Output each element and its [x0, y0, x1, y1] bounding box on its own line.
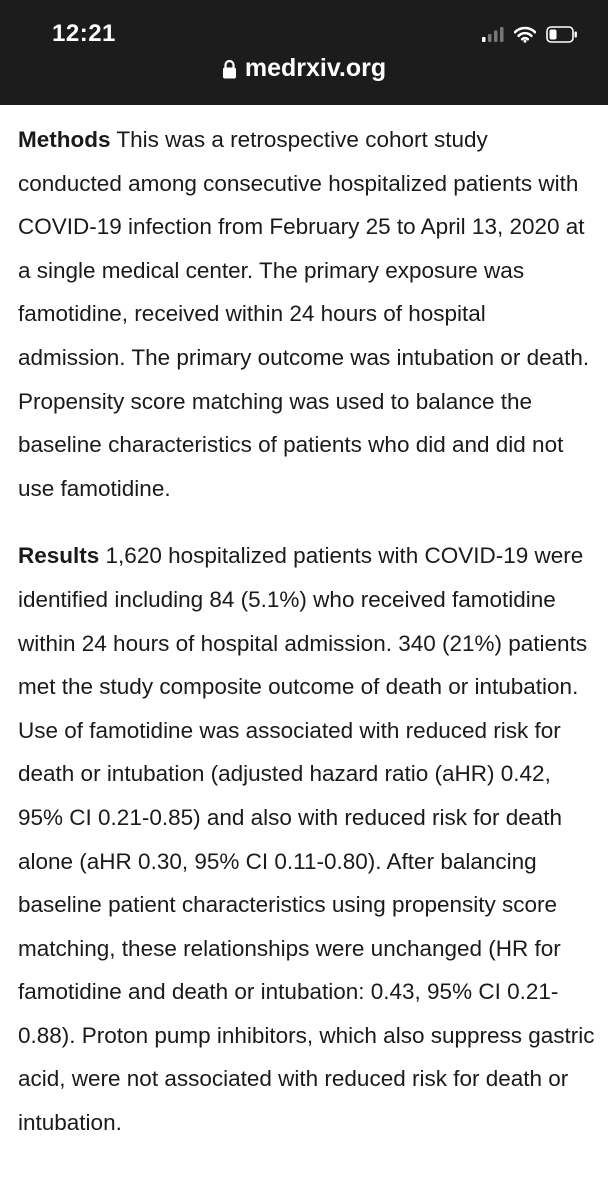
wifi-icon: [514, 26, 536, 43]
status-icons: [482, 22, 578, 46]
browser-header: [0, 0, 608, 105]
url-text[interactable]: medrxiv.org: [244, 54, 387, 82]
methods-paragraph: [18, 118, 596, 510]
lock-icon: [222, 59, 237, 79]
cellular-signal-icon: [482, 26, 504, 42]
results-heading: Results: [18, 543, 100, 569]
address-bar[interactable]: [0, 54, 608, 83]
abstract-content: [18, 118, 596, 1169]
methods-text: This was a retrospective cohort study conducted among consecutive hospitalized patients with COVID-19 infection from February 25 to April 13, 2020 at a single medical center. The primary exposure was famotidine, received within 24 hours of hospital admission. The primary outcome was intubation or death. Propensity score matching was used to balance the baseline characteristics of patients who did and did not use famotidine.: [18, 127, 590, 501]
results-paragraph: [18, 534, 596, 1144]
methods-heading: Methods: [18, 127, 111, 152]
battery-icon: [546, 26, 578, 43]
status-time: 12:21: [52, 20, 116, 47]
results-text: 1,620 hospitalized patients with COVID-19 were identified including 84 (5.1%) who received famotidine within 24 hours of hospital admission. 340 (21%) patients met the study composite outcome of death or intubation. Use of famotidine was associated with reduced risk for death or intubation (adjusted hazard ratio (aHR) 0.42, 95% CI 0.21-0.85) and also with reduced risk for death alone (aHR 0.30, 95% CI 0.11-0.80). After balancing baseline patient characteristics using propensity score matching, these relationships were unchanged (HR for famotidine and death or intubation: 0.43, 95% CI 0.21-0.88). Proton pump inhibitors, which also suppress gastric acid, were not associated with reduced risk for death or intubation.: [18, 543, 595, 1136]
